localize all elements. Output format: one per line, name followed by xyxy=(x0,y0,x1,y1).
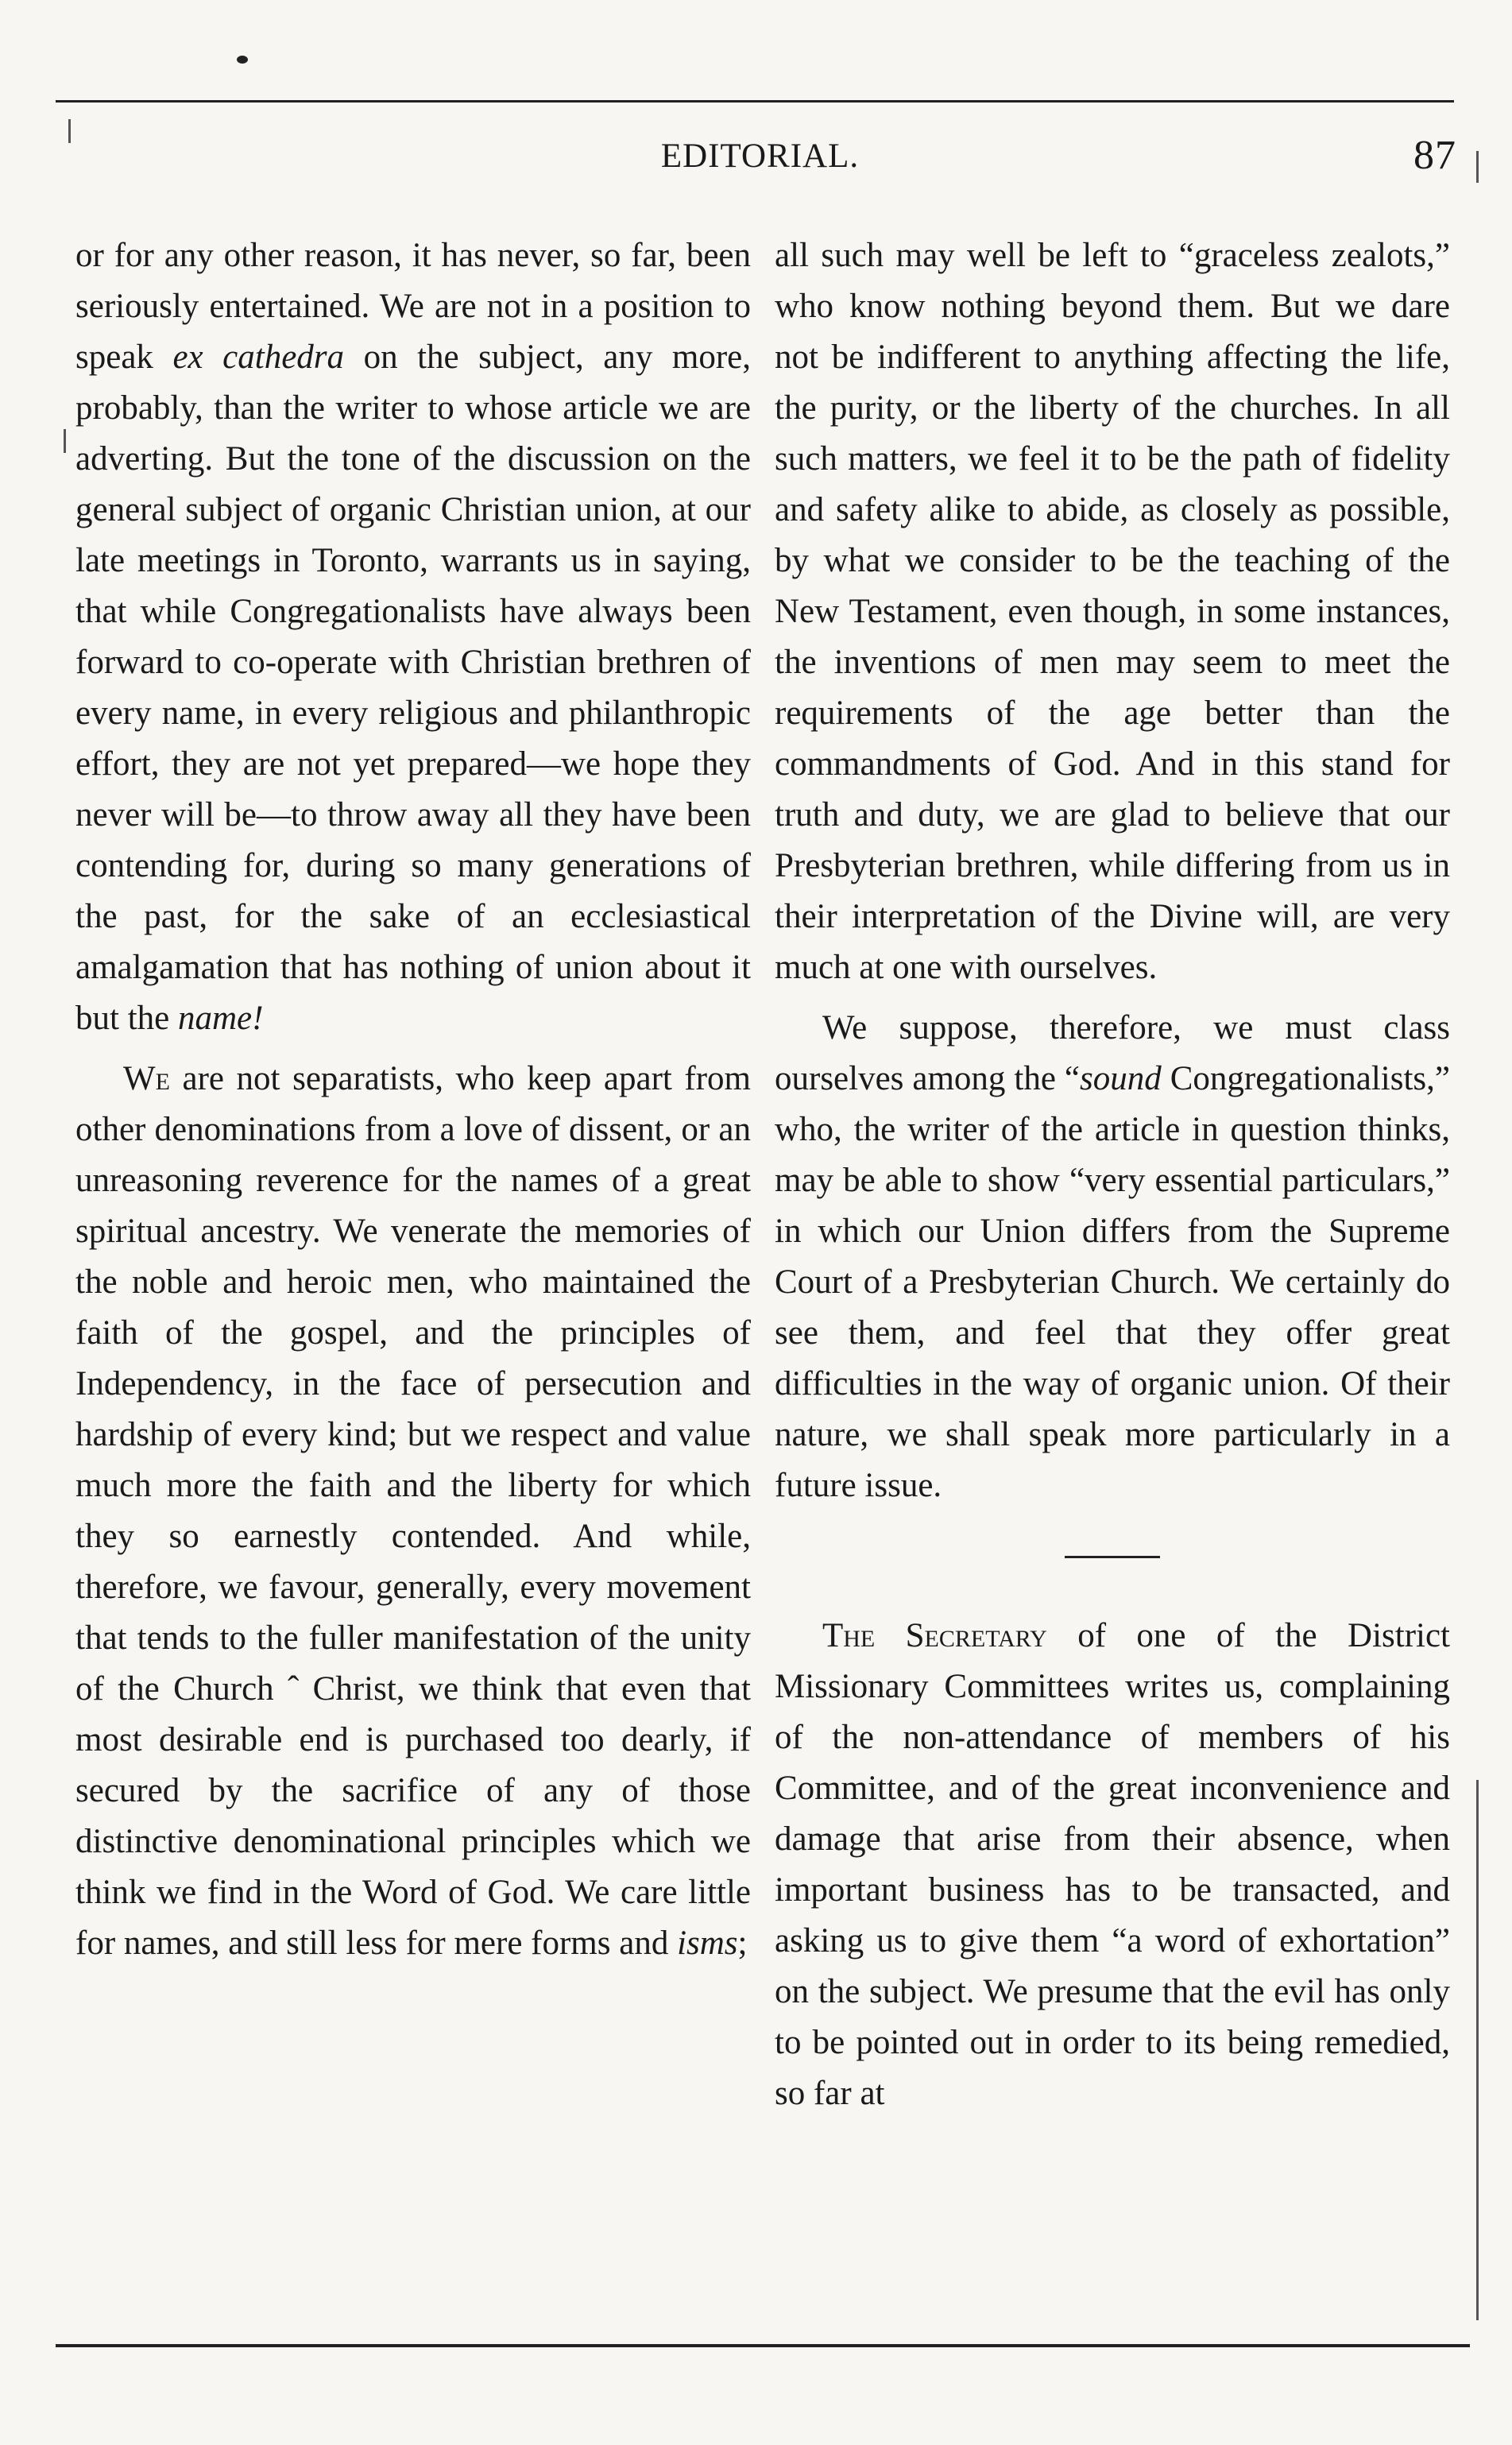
margin-mark xyxy=(1476,151,1479,183)
text-run: ; xyxy=(737,1925,748,1962)
section-divider xyxy=(1065,1556,1160,1558)
right-paragraph-1: all such may well be left to “graceless zealots,” who know nothing beyond them. But we dare not be indifferent to anything affecting the life, the purity, or the liberty of the churches. In all such matters, we feel it to be the path of fidelity and safety alike to abide, as closely as possible, by what we consider to be the teaching of the New Testament, even though, in some instances, the inventions of men may seem to meet the requirements of the age better than the commandments of God. And in this stand for truth and duty, we are glad to believe that our Presbyterian brethren, while differing from us in their interpretation of the Divine will, are very much at one with ourselves. xyxy=(775,237,1450,986)
page-number: 87 xyxy=(1413,133,1456,178)
text-run: Congregationalists,” who, the writer of the article in question thinks, may be able to show “very essential particulars,” in which our Union differs from the Supreme Court of a Presbyterian Church. We certainly do see them, and feel that they offer great difficulties in the way of organic union. Of their nature, we shall speak more particularly in a future issue. xyxy=(775,1060,1450,1504)
margin-mark xyxy=(68,119,71,143)
emphasis: isms xyxy=(677,1925,738,1962)
right-paragraph-3 xyxy=(775,1611,1450,2119)
latin-phrase: ex cathedra xyxy=(172,339,345,376)
header-title: EDITORIAL. xyxy=(660,137,860,175)
lead-words: The Secretary xyxy=(822,1617,1047,1654)
text-run: of one of the District Missionary Committees writes us, complaining of the non-attendance of members of his Committee, and of the great inconvenience and damage that arise from their absence, when important business has to be transacted, and asking us to give them “a word of exhortation” on the subject. We presume that the evil has only to be pointed out in order to its being remedied, so far at xyxy=(775,1617,1450,2112)
lead-word: We xyxy=(123,1060,170,1097)
right-paragraph-2 xyxy=(775,1003,1450,1511)
text-run: on the subject, any more, probably, than the writer to whose article we are adverting. But the tone of the discussion on the general subject of organic Christian union, at our late meetings in Toronto, warrants us in saying, that while Congregationalists have always been forward to co-operate with Christian brethren of every name, in every religious and philanthropic effort, they are not yet prepared—we hope they never will be—to throw away all they have been contending for, during so many generations of the past, for the sake of an ecclesiastical amalgamation that has nothing of union about it but the xyxy=(75,339,751,1037)
text-run: We suppose, therefore, we must class ourselves among the “ xyxy=(775,1009,1450,1097)
left-paragraph-2 xyxy=(75,1054,751,1969)
margin-mark xyxy=(1476,1780,1479,2320)
header-rule xyxy=(56,100,1454,103)
right-column xyxy=(775,230,1450,2119)
emphasis: name xyxy=(177,1000,253,1037)
left-paragraph-1 xyxy=(75,230,751,1044)
ink-speck xyxy=(237,56,248,64)
text-run: or for any other reason, it has never, so far, been seriously entertained. We are not in a position to speak xyxy=(75,237,751,376)
running-header xyxy=(56,127,1464,183)
text-run: are not separatists, who keep apart from other denominations from a love of dissent, or an unreasoning reverence for the names of a great spiritual ancestry. We venerate the memories of the noble and heroic men, who maintained the faith of the gospel, and the principles of Independency, in the face of persecution and hardship of every kind; but we respect and value much more the faith and the liberty for which they so earnestly contended. And while, therefore, we favour, generally, every movement that tends to the fuller manifestation of the unity of the Church ˆ Christ, we think that even that most desirable end is purchased too dearly, if secured by the sacrifice of any of those distinctive denominational principles which we think we find in the Word of God. We care little for names, and still less for mere forms and xyxy=(75,1060,751,1962)
text-run: ! xyxy=(252,1000,264,1037)
footer-rule xyxy=(56,2344,1470,2347)
emphasis: sound xyxy=(1079,1060,1162,1097)
left-column xyxy=(75,230,751,1969)
margin-mark xyxy=(64,429,66,453)
